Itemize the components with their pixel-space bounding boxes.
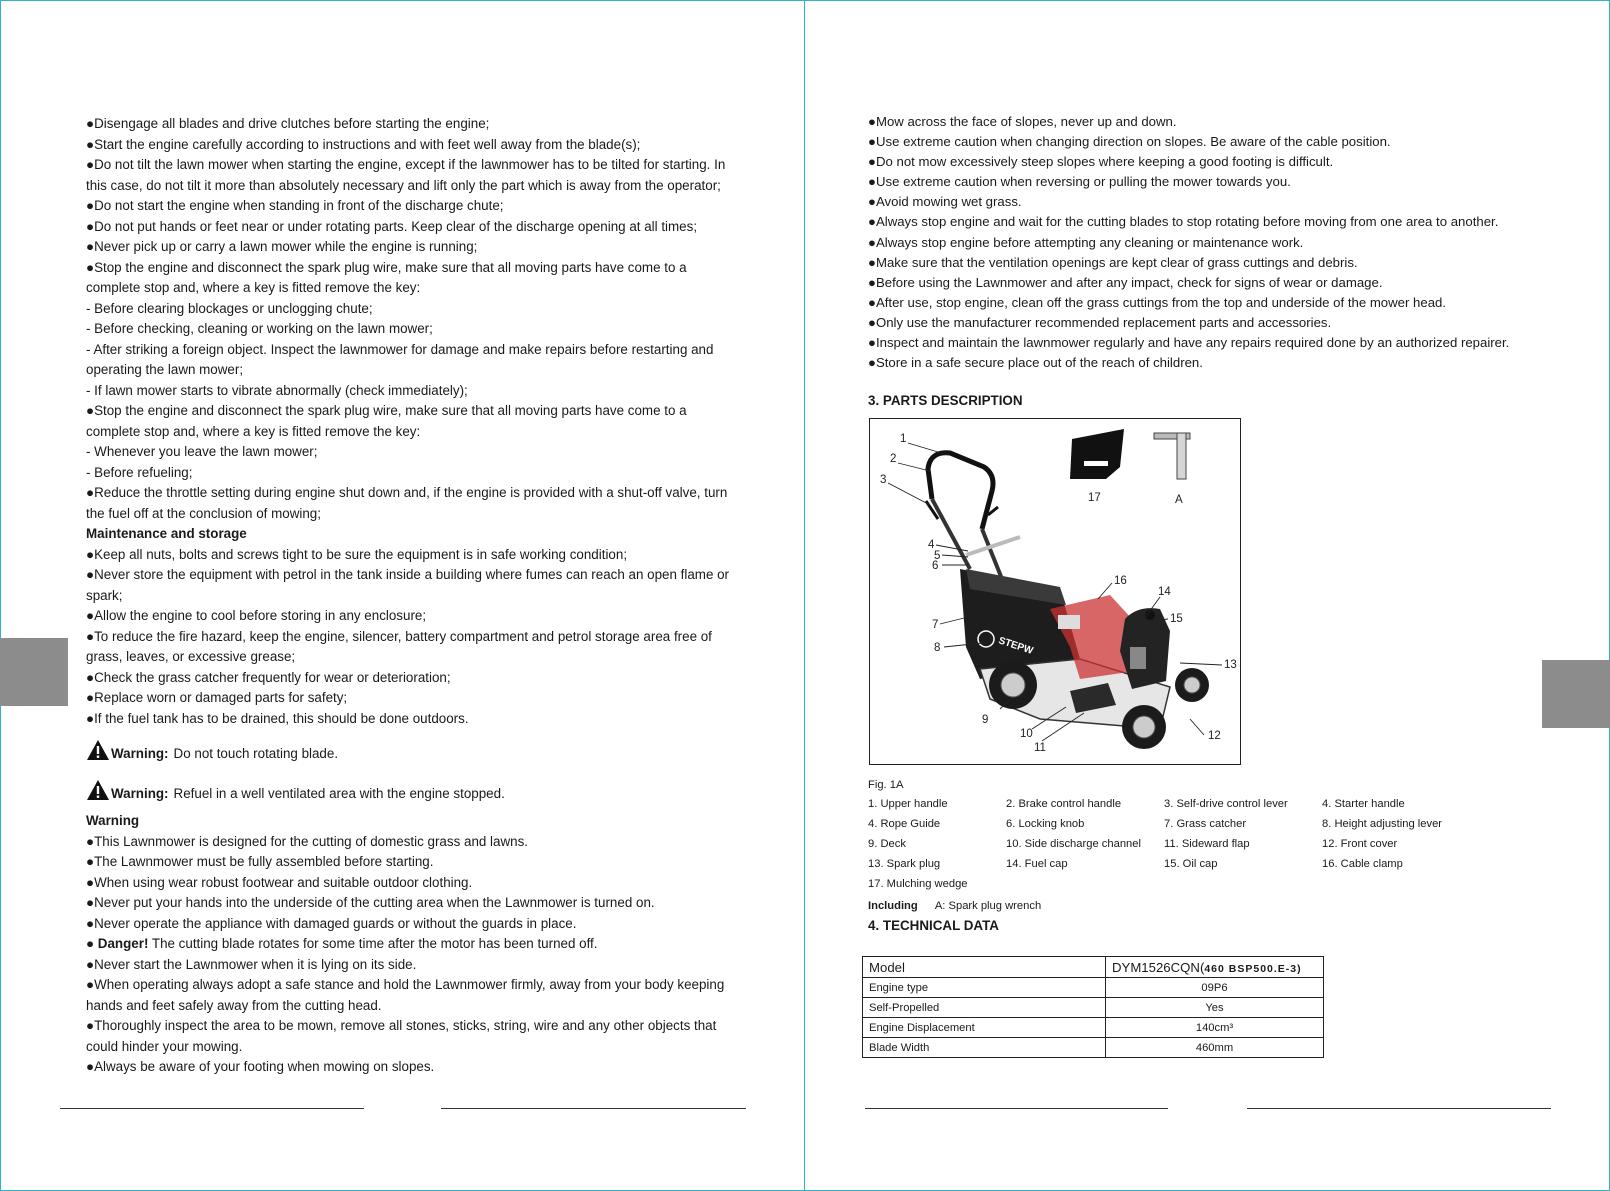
warning-list-continued (86, 955, 766, 1078)
text-line: ●When using wear robust footwear and suitable outdoor clothing. (86, 874, 473, 890)
left-page (86, 114, 766, 1078)
text-line: ●Only use the manufacturer recommended replacement parts and accessories. (868, 314, 1332, 330)
spec-value: 09P6 (1106, 978, 1324, 998)
text-line: ●Never start the Lawnmower when it is lying on its side. (86, 956, 417, 972)
text-line: grass, leaves, or excessive grease; (86, 649, 296, 664)
callout-13: 13 (1224, 659, 1237, 671)
text-line: ●Reduce the throttle setting during engine shut down and, if the engine is provided with a shut-off valve, turn (86, 485, 728, 500)
callout-2: 2 (890, 453, 897, 465)
text-line: could hinder your mowing. (86, 1038, 243, 1054)
danger-text: The cutting blade rotates for some time after the motor has been turned off. (148, 936, 598, 951)
part-label: 4. Rope Guide (868, 818, 941, 830)
text-line: ●Do not mow excessively steep slopes where keeping a good footing is difficult. (868, 154, 1334, 170)
including-label: Including (868, 900, 918, 912)
callout-14: 14 (1158, 586, 1171, 598)
text-line: ●Never store the equipment with petrol in the tank inside a building where fumes can reach an open flame or (86, 567, 730, 582)
warning-heading: Warning (86, 813, 140, 828)
including-line (868, 900, 1041, 912)
text-line: ●Stop the engine and disconnect the spark plug wire, make sure that all moving parts have come to a (86, 259, 687, 275)
spec-value: 140cm³ (1106, 1018, 1324, 1038)
text-line: ●Stop the engine and disconnect the spark plug wire, make sure that all moving parts have come to a (86, 403, 687, 418)
text-line: ●Use extreme caution when changing direction on slopes. Be aware of the cable position. (868, 134, 1391, 150)
text-line: ●Before using the Lawnmower and after any impact, check for signs of wear or damage. (868, 274, 1383, 290)
maintenance-heading: Maintenance and storage (86, 526, 247, 541)
text-line: complete stop and, where a key is fitted remove the key: (86, 280, 421, 295)
part-label: 15. Oil cap (1164, 858, 1218, 870)
spec-label: Blade Width (863, 1038, 1106, 1058)
text-line: ●Do not start the engine when standing in front of the discharge chute; (86, 198, 504, 213)
parts-description-title: 3. PARTS DESCRIPTION (868, 393, 1023, 409)
part-label: 11. Sideward flap (1164, 838, 1250, 850)
text-line: hands and feet safely away from the cutting head. (86, 997, 382, 1013)
text-line: ●Never pick up or carry a lawn mower while the engine is running; (86, 239, 478, 254)
text-line: ●Make sure that the ventilation openings are kept clear of grass cuttings and debris. (868, 254, 1358, 270)
part-label: 12. Front cover (1322, 838, 1398, 850)
callout-4: 4 (928, 539, 935, 551)
text-line: ●Thoroughly inspect the area to be mown, remove all stones, sticks, string, wire and any other objects that (86, 1018, 717, 1033)
callout-9: 9 (982, 714, 989, 726)
mower-illustration (870, 419, 1239, 763)
text-line: ●Avoid mowing wet grass. (868, 194, 1022, 210)
part-label: 2. Brake control handle (1006, 798, 1122, 810)
warning-refuel (86, 775, 766, 801)
figure-caption: Fig. 1A (868, 779, 904, 791)
technical-data-table (862, 956, 1324, 1058)
table-row (863, 998, 1324, 1018)
wedge-label: 17 (1088, 492, 1101, 504)
text-line: ●Mow across the face of slopes, never up and down. (868, 114, 1177, 129)
table-row (863, 1038, 1324, 1058)
left-thumb-tab (0, 638, 68, 706)
text-line: - Before clearing blockages or unclogging chute; (86, 300, 373, 316)
text-line: ●Always stop engine and wait for the cutting blades to stop rotating before moving from one area to another. (868, 214, 1499, 230)
callout-10: 10 (1020, 728, 1033, 740)
wrench-label: A (1175, 494, 1183, 506)
text-line: ●If the fuel tank has to be drained, this should be done outdoors. (86, 710, 469, 726)
text-line: - If lawn mower starts to vibrate abnormally (check immediately); (86, 382, 468, 398)
callout-5: 5 (934, 550, 941, 562)
warning-label: Warning: (111, 746, 169, 761)
technical-data-title: 4. TECHNICAL DATA (868, 918, 999, 933)
text-line: ●Store in a safe secure place out of the reach of children. (868, 355, 1203, 371)
danger-label: ● Danger! (86, 936, 149, 951)
part-label: 16. Cable clamp (1322, 858, 1403, 870)
spec-label: Engine Displacement (863, 1018, 1106, 1038)
text-line: ●Always stop engine before attempting any cleaning or maintenance work. (868, 234, 1304, 250)
text-line: ●Replace worn or damaged parts for safety; (86, 690, 348, 705)
warning-text: Do not touch rotating blade. (173, 746, 339, 761)
text-line: - After striking a foreign object. Inspect the lawnmower for damage and make repairs before restarting and (86, 341, 714, 357)
text-line: the fuel off at the conclusion of mowing; (86, 505, 321, 521)
warning-icon (86, 739, 110, 761)
footer-rule (1247, 1108, 1551, 1109)
part-label: 6. Locking knob (1006, 818, 1085, 830)
footer-rule (441, 1108, 746, 1109)
callout-12: 12 (1208, 730, 1221, 742)
table-row (863, 957, 1324, 978)
part-label: 4. Starter handle (1322, 798, 1405, 810)
callout-15: 15 (1170, 613, 1183, 625)
left-safety-list (86, 114, 766, 524)
callout-1: 1 (900, 433, 907, 445)
slope-safety-list (868, 112, 1568, 373)
text-line: ●To reduce the fire hazard, keep the engine, silencer, battery compartment and petrol storage area free of (86, 628, 712, 644)
part-label: 14. Fuel cap (1006, 858, 1068, 870)
text-line: ●Do not put hands or feet near or under rotating parts. Keep clear of the discharge opening at all times; (86, 218, 698, 234)
text-line: ●The Lawnmower must be fully assembled before starting. (86, 854, 434, 869)
callout-7: 7 (932, 619, 939, 631)
spec-value: Yes (1106, 998, 1324, 1018)
text-line: ●When operating always adopt a safe stance and hold the Lawnmower firmly, away from your body keeping (86, 977, 725, 992)
text-line: complete stop and, where a key is fitted remove the key: (86, 423, 421, 439)
model-label: Model (863, 957, 1106, 978)
model-value (1106, 957, 1324, 978)
callout-8: 8 (934, 642, 941, 654)
text-line: ●Check the grass catcher frequently for wear or deterioration; (86, 669, 451, 685)
text-line: - Before refueling; (86, 464, 193, 480)
part-label: 8. Height adjusting lever (1322, 818, 1443, 830)
text-line: ●After use, stop engine, clean off the grass cuttings from the top and underside of the mower head. (868, 294, 1447, 310)
text-line: ●This Lawnmower is designed for the cutting of domestic grass and lawns. (86, 833, 529, 849)
maintenance-list (86, 545, 766, 730)
table-row (863, 978, 1324, 998)
text-line: spark; (86, 587, 123, 603)
warning-list (86, 832, 766, 935)
danger-line (86, 934, 766, 955)
text-line: ●Do not tilt the lawn mower when starting the engine, except if the lawnmower has to be tilted for starting. In (86, 157, 726, 172)
part-label: 17. Mulching wedge (868, 878, 968, 890)
model-code: DYM1526CQN( (1112, 959, 1205, 975)
warning-label: Warning: (111, 786, 169, 801)
text-line: - Before checking, cleaning or working on the lawn mower; (86, 321, 433, 336)
part-label: 3. Self-drive control lever (1164, 798, 1288, 810)
text-line: ●Never put your hands into the underside of the cutting area when the Lawnmower is turned on. (86, 895, 655, 910)
footer-rule (60, 1108, 364, 1109)
warning-rotating-blade (86, 735, 766, 761)
part-label: 10. Side discharge channel (1006, 838, 1141, 850)
spec-value: 460mm (1106, 1038, 1324, 1058)
spec-label: Self-Propelled (863, 998, 1106, 1018)
text-line: operating the lawn mower; (86, 362, 244, 377)
text-line: ●Disengage all blades and drive clutches before starting the engine; (86, 116, 490, 131)
text-line: ●Never operate the appliance with damaged guards or without the guards in place. (86, 915, 577, 931)
part-label: 13. Spark plug (868, 858, 941, 870)
model-suffix: 460 BSP500.E-3) (1204, 962, 1302, 975)
callout-11: 11 (1034, 742, 1046, 754)
text-line: ●Inspect and maintain the lawnmower regularly and have any repairs required done by an authorized repairer. (868, 335, 1510, 351)
text-line: ●Use extreme caution when reversing or pulling the mower towards you. (868, 174, 1291, 190)
warning-text: Refuel in a well ventilated area with the engine stopped. (173, 786, 505, 801)
part-label: 9. Deck (868, 838, 906, 850)
callout-16: 16 (1114, 575, 1127, 587)
text-line: ●Always be aware of your footing when mowing on slopes. (86, 1059, 435, 1074)
mower-figure (869, 418, 1241, 765)
text-line: - Whenever you leave the lawn mower; (86, 444, 318, 459)
page-spine (804, 0, 805, 1191)
text-line: ●Start the engine carefully according to instructions and with feet well away from the blade(s); (86, 136, 641, 152)
brand-text: STEPW (997, 635, 1035, 657)
part-label: 7. Grass catcher (1164, 818, 1247, 830)
callout-6: 6 (932, 560, 939, 572)
text-line: this case, do not tilt it more than absolutely necessary and lift only the part which is away from the operator; (86, 177, 721, 193)
spec-label: Engine type (863, 978, 1106, 998)
including-text: A: Spark plug wrench (934, 900, 1042, 912)
right-page (868, 112, 1568, 408)
text-line: ●Keep all nuts, bolts and screws tight to be sure the equipment is in safe working condition; (86, 546, 628, 562)
table-row (863, 1018, 1324, 1038)
text-line: ●Allow the engine to cool before storing in any enclosure; (86, 608, 427, 623)
footer-rule (865, 1108, 1168, 1109)
callout-3: 3 (880, 474, 887, 486)
warning-icon (86, 779, 110, 801)
right-thumb-tab (1542, 660, 1610, 728)
part-label: 1. Upper handle (868, 798, 948, 810)
